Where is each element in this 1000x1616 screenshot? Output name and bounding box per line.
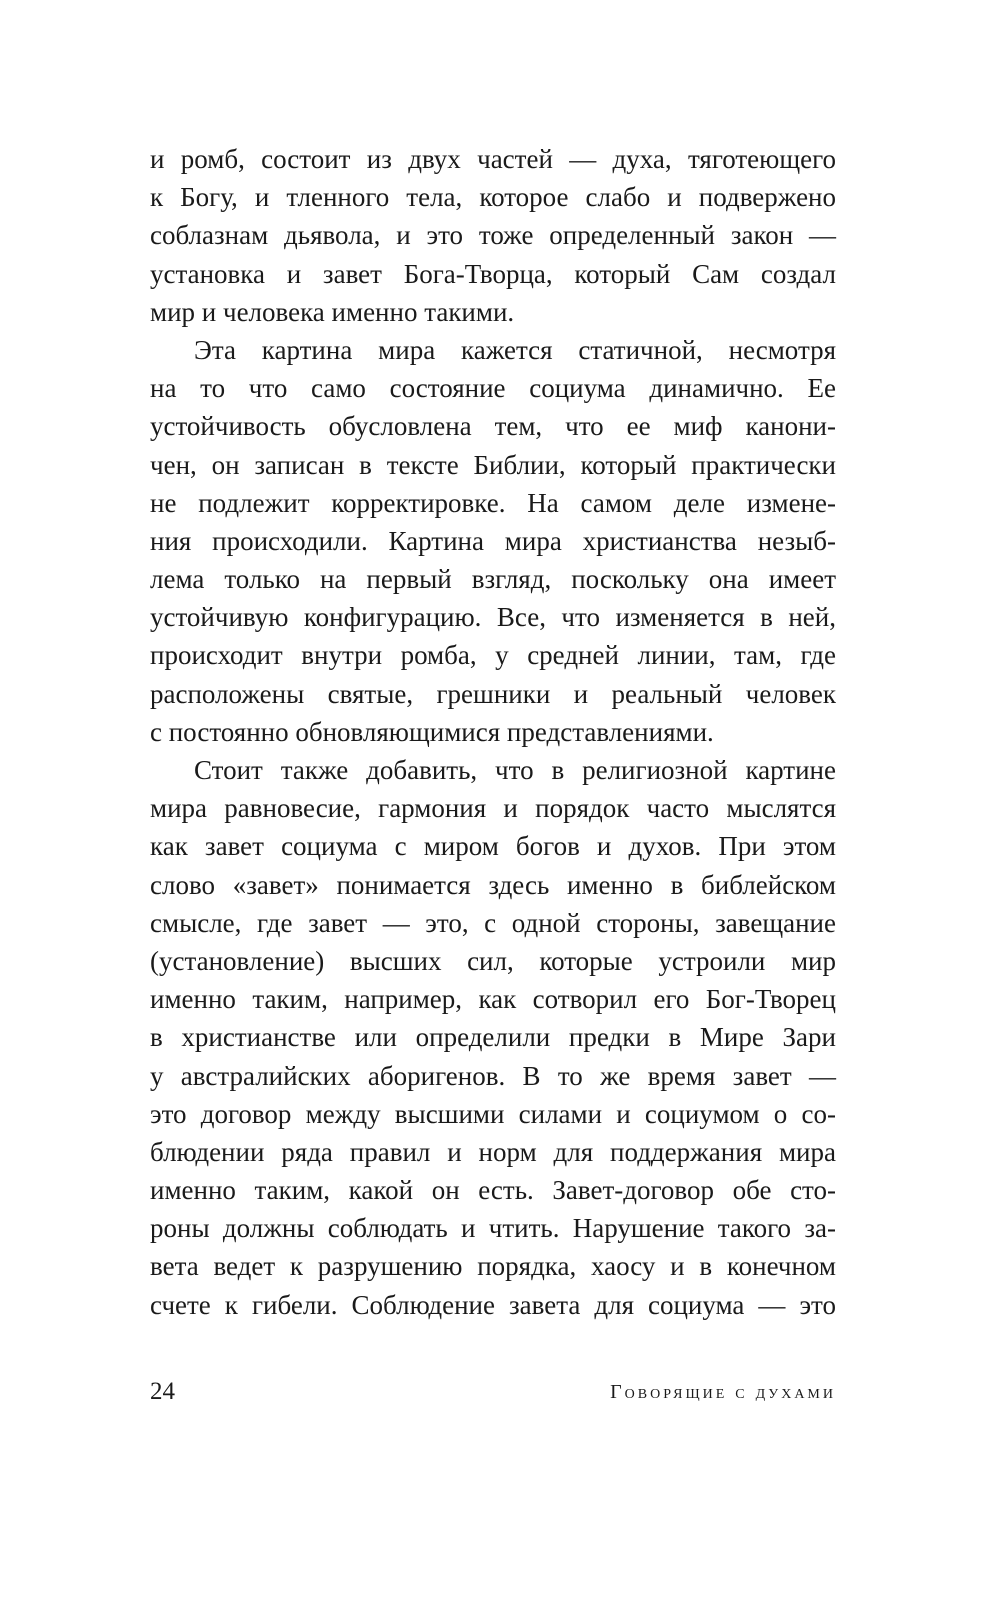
text-line: счете к гибели. Соблюдение завета для социума — это	[150, 1289, 836, 1320]
text-line: с постоянно обновляющимися представлениями.	[150, 716, 714, 747]
text-line: слово «завет» понимается здесь именно в библейском	[150, 869, 836, 900]
text-line: блюдении ряда правил и норм для поддержания мира	[150, 1136, 836, 1167]
text-line: происходит внутри ромба, у средней линии, там, где	[150, 640, 836, 671]
text-line: не подлежит корректировке. На самом деле измене-	[150, 487, 836, 518]
text-line: Стоит также добавить, что в религиозной картине	[194, 755, 836, 785]
paragraph	[150, 331, 836, 751]
text-line: как завет социума с миром богов и духов. При этом	[150, 831, 836, 862]
text-line: именно таким, какой он есть. Завет-договор обе сто-	[150, 1175, 836, 1206]
text-line: устойчивую конфигурацию. Все, что изменяется в ней,	[150, 602, 836, 633]
text-line: у австралийских аборигенов. В то же время завет —	[150, 1060, 836, 1091]
body-text	[150, 140, 836, 1324]
text-line: это договор между высшими силами и социумом о со-	[150, 1098, 836, 1129]
text-line: (установление) высших сил, которые устроили мир	[150, 945, 836, 976]
text-line: ния происходили. Картина мира христианства незыб-	[150, 525, 836, 556]
text-line: установка и завет Бога-Творца, который Сам создал	[150, 258, 836, 289]
text-line: лема только на первый взгляд, поскольку она имеет	[150, 564, 836, 595]
running-title: Говорящие с духами	[610, 1381, 836, 1403]
text-line: смысле, где завет — это, с одной стороны, завещание	[150, 907, 836, 938]
paragraph	[150, 751, 836, 1324]
text-line: устойчивость обусловлена тем, что ее миф канони-	[150, 411, 836, 442]
text-line: расположены святые, грешники и реальный человек	[150, 678, 836, 709]
page-number: 24	[150, 1378, 175, 1405]
page-footer	[150, 1372, 836, 1412]
text-line: в христианстве или определили предки в Мире Зари	[150, 1022, 836, 1053]
text-line: вета ведет к разрушению порядка, хаосу и в конечном	[150, 1251, 836, 1282]
text-line: мир и человека именно такими.	[150, 296, 515, 327]
text-line: роны должны соблюдать и чтить. Нарушение такого за-	[150, 1213, 836, 1244]
text-line: мира равновесие, гармония и порядок часто мыслятся	[150, 793, 836, 824]
text-line: соблазнам дьявола, и это тоже определенный закон —	[150, 220, 836, 251]
text-line: именно таким, например, как сотворил его Бог-Творец	[150, 984, 836, 1015]
text-line: чен, он записан в тексте Библии, который практически	[150, 449, 836, 480]
text-line: на то что само состояние социума динамично. Ее	[150, 373, 836, 404]
text-line: и ромб, состоит из двух частей — духа, тяготеющего	[150, 144, 836, 174]
paragraph	[150, 140, 836, 331]
text-line: Эта картина мира кажется статичной, несмотря	[194, 334, 836, 365]
text-line: к Богу, и тленного тела, которое слабо и подвержено	[150, 182, 836, 213]
